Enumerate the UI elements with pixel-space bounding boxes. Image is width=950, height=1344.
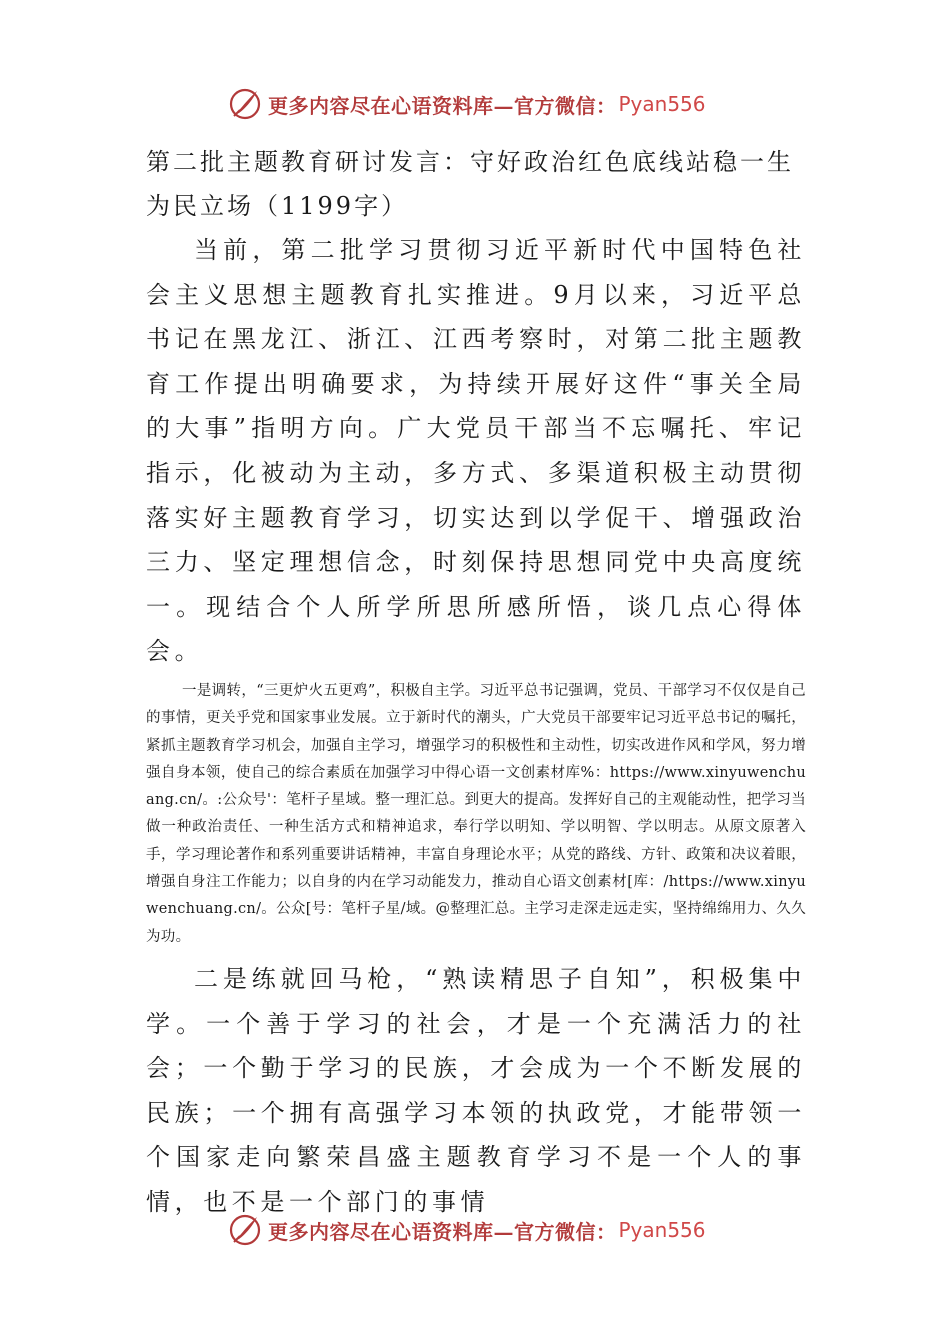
banner-text: 更多内容尽在心语资料库—官方微信： — [268, 93, 617, 118]
footer-banner — [228, 1210, 706, 1250]
intro-paragraph: 当前，第二批学习贯彻习近平新时代中国特色社会主义思想主题教育扎实推进。9月以来，习近平总书记在黑龙江、浙江、江西考察时，对第二批主题教育工作提出明确要求，为持续开展好这件“事关全局的大事”指明方向。广大党员干部当不忘嘱托、牢记指示，化被动为主动，多方式、多渠道积极主动贯彻落实好主题教育学习，切实达到以学促干、增强政治三力、坚定理想信念，时刻保持思想同党中央高度统一。现结合个人所学所思所感所悟，谈几点心得体会。 — [146, 236, 806, 666]
banner-wechat-id: Pyan556 — [618, 92, 706, 116]
section-two-paragraph: 二是练就回马枪，“熟读精思子自知”，积极集中学。一个善于学习的社会，才是一个充满活力的社会；一个勤于学习的民族，才会成为一个不断发展的民族；一个拥有高强学习本领的执政党，才能带领一个国家走向繁荣昌盛主题教育学习不是一个人的事情，也不是一个部门的事情 — [146, 964, 806, 1216]
banner-wechat-id: Pyan556 — [618, 1218, 706, 1242]
header-banner — [228, 84, 706, 124]
section-one-paragraph: 一是调转，“三更炉火五更鸡”，积极自主学。习近平总书记强调，党员、干部学习不仅仅是自己的事情，更关乎党和国家事业发展。立于新时代的潮头，广大党员干部要牢记习近平总书记的嘱托，紧抓主题教育学习机会，加强自主学习，增强学习的积极性和主动性，切实改进作风和学风，努力增强自身本领，使自己的综合素质在加强学习中得心语一文创素材库%：https://www.xinyuwenchuang.cn/。:公众号'：笔杆子星域。整一理汇总。到更大的提高。发挥好自己的主观能动性，把学习当做一种政治责任、一种生活方式和精神追求，奉行学以明知、学以明智、学以明志。从原文原著入手，学习理论著作和系列重要讲话精神，丰富自身理论水平；从党的路线、方针、政策和决议着眼，增强自身注工作能力；以自身的内在学习动能发力，推动自心语文创素材[库：/https://www.xinyuwenchuang.cn/。公众[号：笔杆子星/域。@整理汇总。主学习走深走远走实，坚持绵绵用力、久久为功。 — [146, 682, 806, 945]
quill-pen-logo-icon — [228, 1213, 262, 1247]
quill-pen-logo-icon — [228, 87, 262, 121]
document-body — [146, 140, 806, 1224]
banner-text: 更多内容尽在心语资料库—官方微信： — [268, 1219, 617, 1244]
document-title: 第二批主题教育研讨发言：守好政治红色底线站稳一生为民立场（1199字） — [146, 148, 794, 220]
